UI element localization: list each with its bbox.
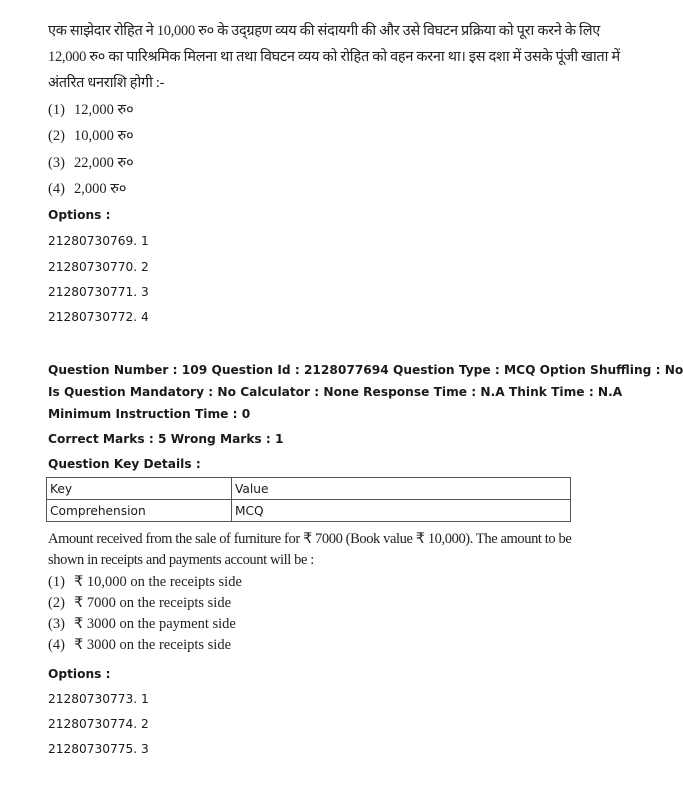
- option-id: 21280730775. 3: [48, 742, 149, 756]
- choice-number: (1): [48, 102, 65, 118]
- question-meta-line: Minimum Instruction Time : 0: [48, 407, 251, 421]
- marks-line: Correct Marks : 5 Wrong Marks : 1: [48, 432, 284, 446]
- question1-text-line: अंतरित धनराशि होगी :-: [48, 75, 165, 91]
- question2-choice: [48, 616, 236, 633]
- choice-text: ₹ 3000 on the receipts side: [74, 637, 232, 653]
- choice-text: 22,000 रु०: [74, 155, 134, 171]
- question2-choice: [48, 595, 231, 612]
- table-row: [47, 500, 571, 522]
- choice-text: 2,000 रु०: [74, 181, 127, 197]
- option-id: 21280730770. 2: [48, 260, 149, 274]
- choice-text: ₹ 10,000 on the receipts side: [74, 574, 242, 590]
- options-label: Options :: [48, 667, 111, 681]
- options-label: Options :: [48, 208, 111, 222]
- question2-text-line: Amount received from the sale of furniture for ₹ 7000 (Book value ₹ 10,000). The amount to be: [48, 531, 572, 547]
- choice-number: (4): [48, 637, 65, 653]
- choice-number: (3): [48, 155, 65, 171]
- choice-text: 10,000 रु०: [74, 128, 134, 144]
- table-cell: Comprehension: [47, 500, 232, 522]
- table-cell: MCQ: [232, 500, 571, 522]
- choice-number: (2): [48, 595, 65, 611]
- question2-choice: [48, 574, 242, 591]
- question1-choice: [48, 99, 134, 119]
- key-details-table: [46, 477, 571, 522]
- choice-number: (4): [48, 181, 65, 197]
- table-header-cell: Key: [47, 478, 232, 500]
- choice-number: (1): [48, 574, 65, 590]
- question1-choice: [48, 178, 126, 198]
- question1-text-line: एक साझेदार रोहित ने 10,000 रु० के उद्ग्रहण व्यय की संदायगी की और उसे विघटन प्रक्रिया को पूरा करने के लिए: [48, 23, 601, 39]
- question-meta-line: Is Question Mandatory : No Calculator : None Response Time : N.A Think Time : N.A: [48, 385, 623, 399]
- choice-number: (2): [48, 128, 65, 144]
- option-id: 21280730774. 2: [48, 717, 149, 731]
- option-id: 21280730771. 3: [48, 285, 149, 299]
- question2-text-line: shown in receipts and payments account will be :: [48, 552, 314, 568]
- question1-choice: [48, 125, 134, 145]
- option-id: 21280730769. 1: [48, 234, 149, 248]
- choice-text: 12,000 रु०: [74, 102, 134, 118]
- choice-number: (3): [48, 616, 65, 632]
- key-details-label: Question Key Details :: [48, 457, 201, 471]
- table-header-row: [47, 478, 571, 500]
- option-id: 21280730772. 4: [48, 310, 149, 324]
- option-id: 21280730773. 1: [48, 692, 149, 706]
- question-meta-line: Question Number : 109 Question Id : 2128077694 Question Type : MCQ Option Shuffling : No: [48, 363, 683, 377]
- question2-choice: [48, 637, 231, 654]
- choice-text: ₹ 3000 on the payment side: [74, 616, 236, 632]
- choice-text: ₹ 7000 on the receipts side: [74, 595, 232, 611]
- table-header-cell: Value: [232, 478, 571, 500]
- question1-text-line: 12,000 रु० का पारिश्रमिक मिलना था तथा विघटन व्यय को रोहित को वहन करना था। इस दशा में उसके पूंजी खाता में: [48, 49, 620, 65]
- question1-choice: [48, 152, 134, 172]
